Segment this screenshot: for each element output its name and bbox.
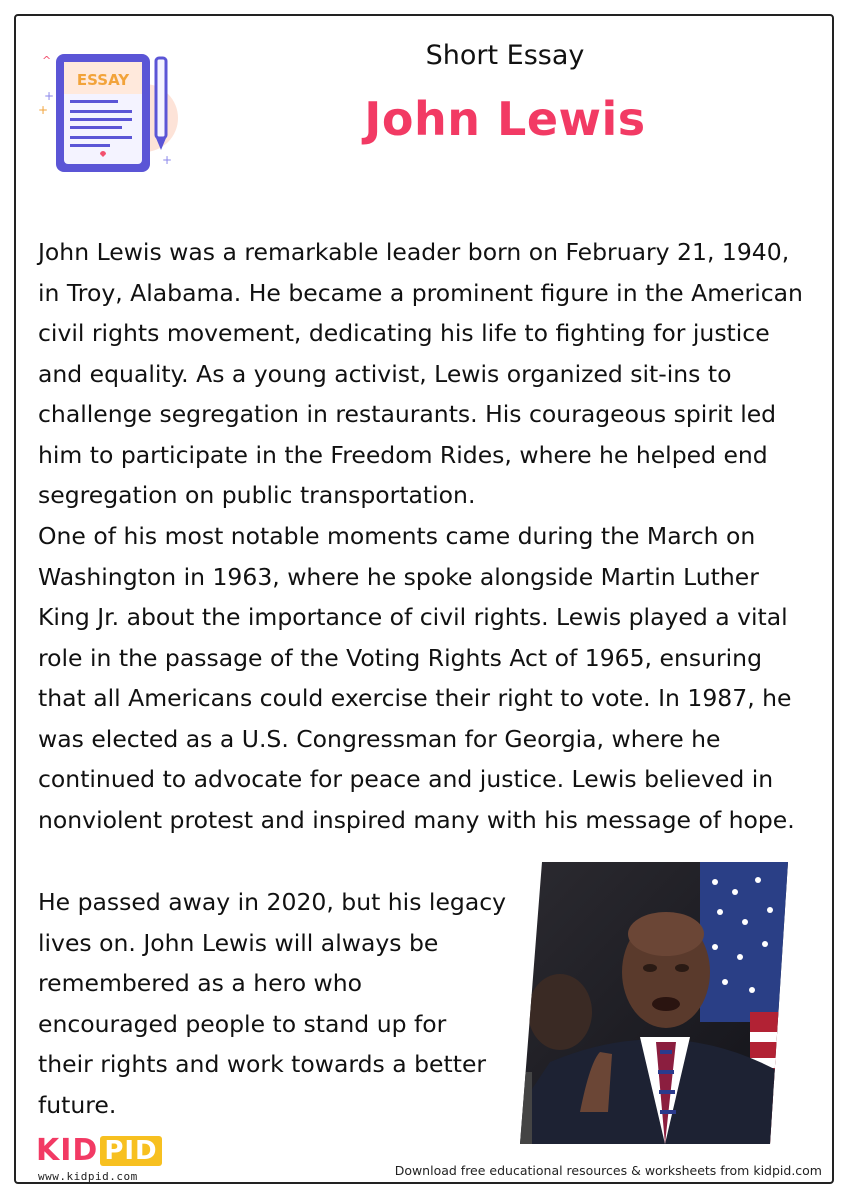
svg-text:+: + <box>162 153 173 167</box>
essay-subtitle: Short Essay <box>425 40 585 71</box>
essay-icon-label: ESSAY <box>76 71 130 89</box>
svg-text:+: + <box>44 89 55 103</box>
svg-text:+: + <box>38 103 49 117</box>
logo-url: www.kidpid.com <box>38 1170 138 1183</box>
kidpid-logo <box>36 1133 162 1173</box>
essay-title: John Lewis <box>364 92 646 146</box>
john-lewis-portrait-photo <box>520 862 788 1144</box>
svg-text:^: ^ <box>42 54 52 67</box>
logo-kid-text: KID <box>36 1133 99 1168</box>
footer-download-text: Download free educational resources & worksheets from kidpid.com <box>394 1163 822 1178</box>
essay-document-icon <box>34 40 184 190</box>
essay-paragraph-1: John Lewis was a remarkable leader born on February 21, 1940, in Troy, Alabama. He became a prominent figure in the American civil rights movement, dedicating his life to fighting for justice and equality. As a young activist, Lewis organized sit-ins to challenge segregation in restaurants. His courageous spirit led him to participate in the Freedom Rides, where he helped end segregation on public transportation. <box>38 238 803 509</box>
essay-paragraph-2: One of his most notable moments came during the March on Washington in 1963, where he spoke alongside Martin Luther King Jr. about the importance of civil rights. Lewis played a vital role in the passage of the Voting Rights Act of 1965, ensuring that all Americans could exercise their right to vote. In 1987, he was elected as a U.S. Congressman for Georgia, where he continued to advocate for peace and justice. Lewis believed in nonviolent protest and inspired many with his message of hope. <box>38 522 795 834</box>
essay-paragraph-3: He passed away in 2020, but his legacy lives on. John Lewis will always be remembered as a hero who encouraged people to stand up for their rights and work towards a better future. <box>38 888 507 1119</box>
logo-pid-text: PID <box>100 1136 161 1166</box>
